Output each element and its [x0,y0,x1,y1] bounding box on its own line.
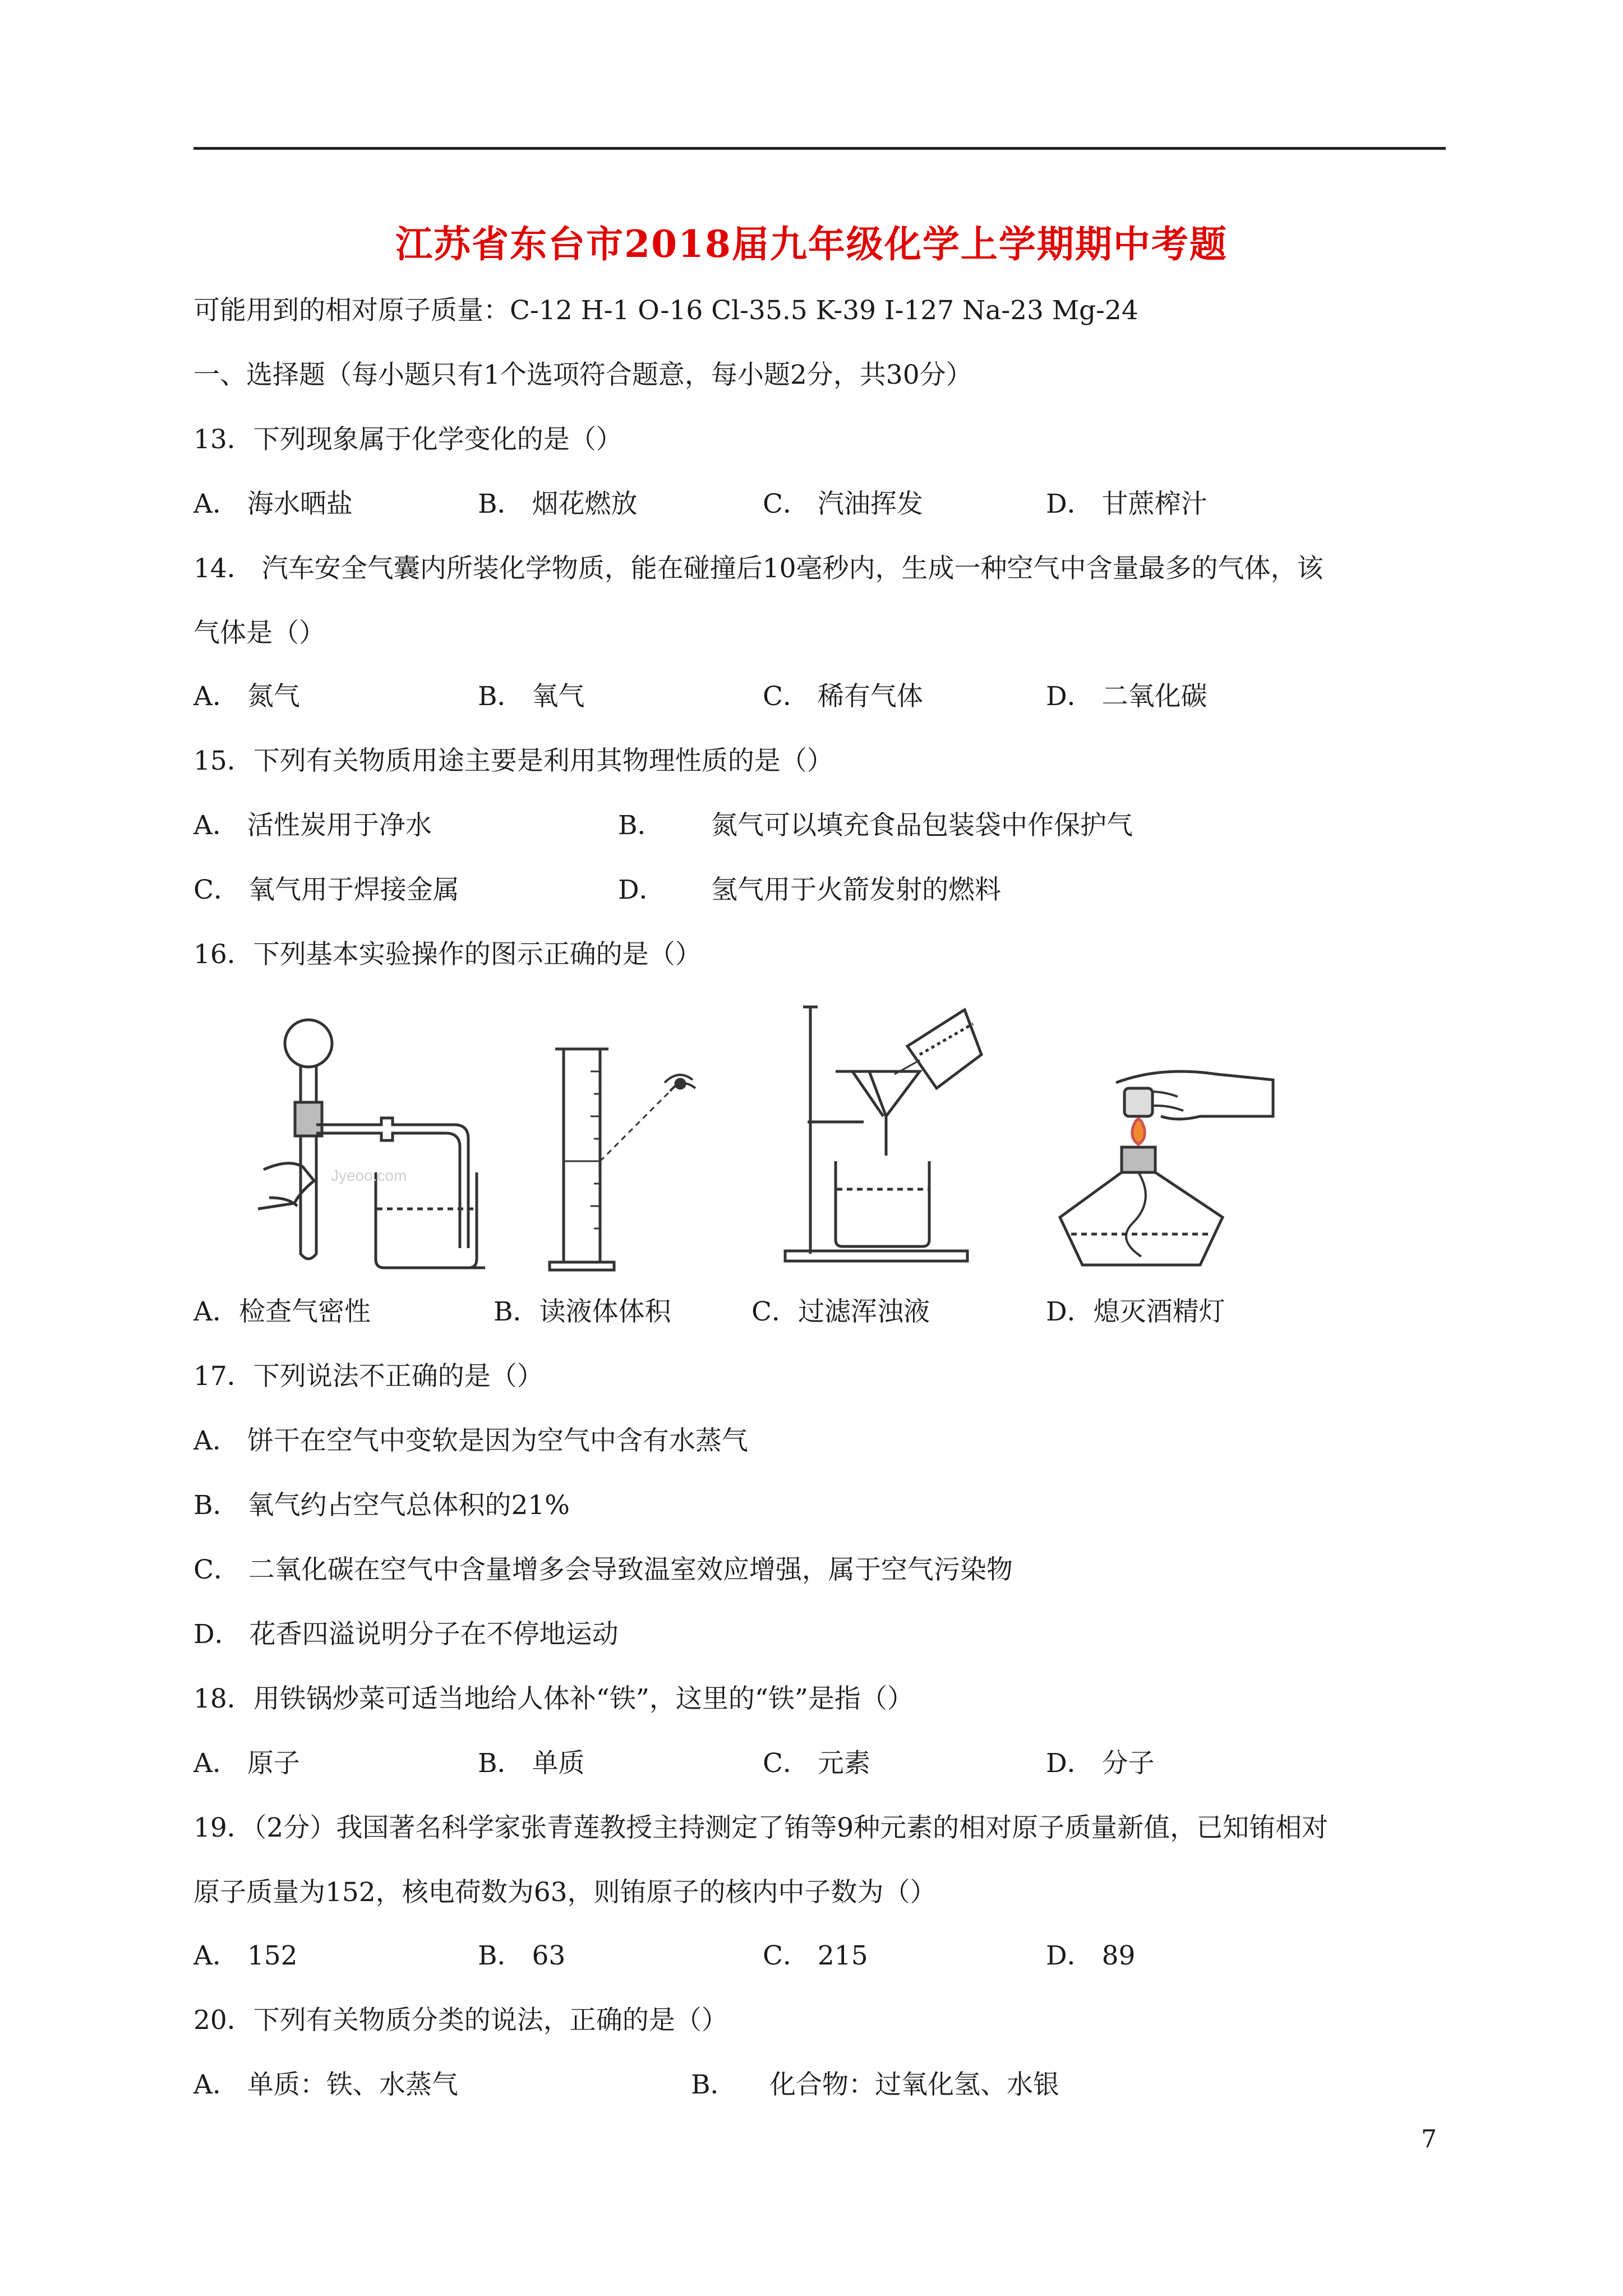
q13-option-d: D． 甘蔗榨汁 [1046,489,1207,519]
q16-option-c: C．过滤浑浊液 [751,1296,930,1327]
figure-extinguish-lamp [1049,1055,1284,1279]
q15-option-b-text: 氮气可以填充食品包装袋中作保护气 [711,810,1133,841]
q14-stem-line1: 14． 汽车安全气囊内所装化学物质，能在碰撞后10毫秒内，生成一种空气中含量最多的气体，该 [193,553,1324,584]
q16-option-b: B．读液体体积 [494,1296,671,1327]
q20-stem: 20．下列有关物质分类的说法，正确的是（） [193,2005,728,2036]
figure-read-volume [536,1038,715,1273]
q14-option-d: D． 二氧化碳 [1046,681,1207,712]
q20-option-a: A． 单质：铁、水蒸气 [193,2069,458,2100]
watermark-a: Jyeoo.com [331,1167,407,1184]
q19-stem-line1: 19．（2分）我国著名科学家张青莲教授主持测定了铕等9种元素的相对原子质量新值，已知铕相对 [193,1812,1329,1843]
q18-option-c: C． 元素 [763,1748,870,1779]
q15-option-d-letter: D． [618,875,666,905]
header-rule [193,147,1446,150]
q14-stem-line2: 气体是（） [193,618,325,648]
q19-stem-line2: 原子质量为152，核电荷数为63，则铕原子的核内中子数为（） [193,1877,937,1908]
q15-option-d-text: 氢气用于火箭发射的燃料 [711,875,1001,905]
q17-option-a: A． 饼干在空气中变软是因为空气中含有水蒸气 [193,1425,748,1456]
q17-stem: 17．下列说法不正确的是（） [193,1361,543,1392]
q20-option-b-letter: B． [691,2069,737,2100]
q13-option-c: C． 汽油挥发 [763,489,923,519]
q13-option-b: B． 烟花燃放 [478,489,638,519]
q18-stem: 18．用铁锅炒菜可适当地给人体补“铁”，这里的“铁”是指（） [193,1683,914,1714]
q15-option-b-letter: B． [618,810,664,841]
q16-option-a: A．检查气密性 [193,1296,371,1327]
q19-option-b: B． 63 [478,1940,566,1971]
section-heading: 一、选择题（每小题只有1个选项符合题意，每小题2分，共30分） [193,360,972,390]
q16-option-d: D．熄灭酒精灯 [1046,1296,1225,1327]
q18-option-b: B． 单质 [478,1748,585,1779]
q19-option-d: D． 89 [1046,1940,1136,1971]
q20-option-b-text: 化合物：过氧化氢、水银 [769,2069,1059,2100]
q17-option-c: C． 二氧化碳在空气中含量增多会导致温室效应增强，属于空气污染物 [193,1554,1013,1585]
q19-option-c: C． 215 [763,1940,868,1971]
q17-option-b: B． 氧气约占空气总体积的21% [193,1490,570,1521]
q16-stem: 16．下列基本实验操作的图示正确的是（） [193,939,702,970]
q19-option-a: A． 152 [193,1940,298,1971]
q15-stem: 15．下列有关物质用途主要是利用其物理性质的是（） [193,746,833,776]
q14-option-a: A． 氮气 [193,681,300,712]
figure-filtration [751,1004,1032,1268]
q14-option-c: C． 稀有气体 [763,681,923,712]
q14-option-b: B． 氧气 [478,681,585,712]
q13-option-a: A． 海水晒盐 [193,489,353,519]
q18-option-d: D． 分子 [1046,1748,1155,1779]
atomic-masses: 可能用到的相对原子质量：C-12 H-1 O-16 Cl-35.5 K-39 I-127 Na-23 Mg-24 [193,295,1138,326]
q18-option-a: A． 原子 [193,1748,300,1779]
q17-option-d: D． 花香四溢说明分子在不停地运动 [193,1619,619,1650]
page-title: 江苏省东台市2018届九年级化学上学期期中考题 [395,222,1228,266]
figure-airtightness-check [247,1013,494,1271]
q15-option-c: C． 氧气用于焊接金属 [193,875,459,905]
q15-option-a: A． 活性炭用于净水 [193,810,432,841]
q13-stem: 13．下列现象属于化学变化的是（） [193,424,623,455]
page-number: 7 [1421,2125,1437,2154]
